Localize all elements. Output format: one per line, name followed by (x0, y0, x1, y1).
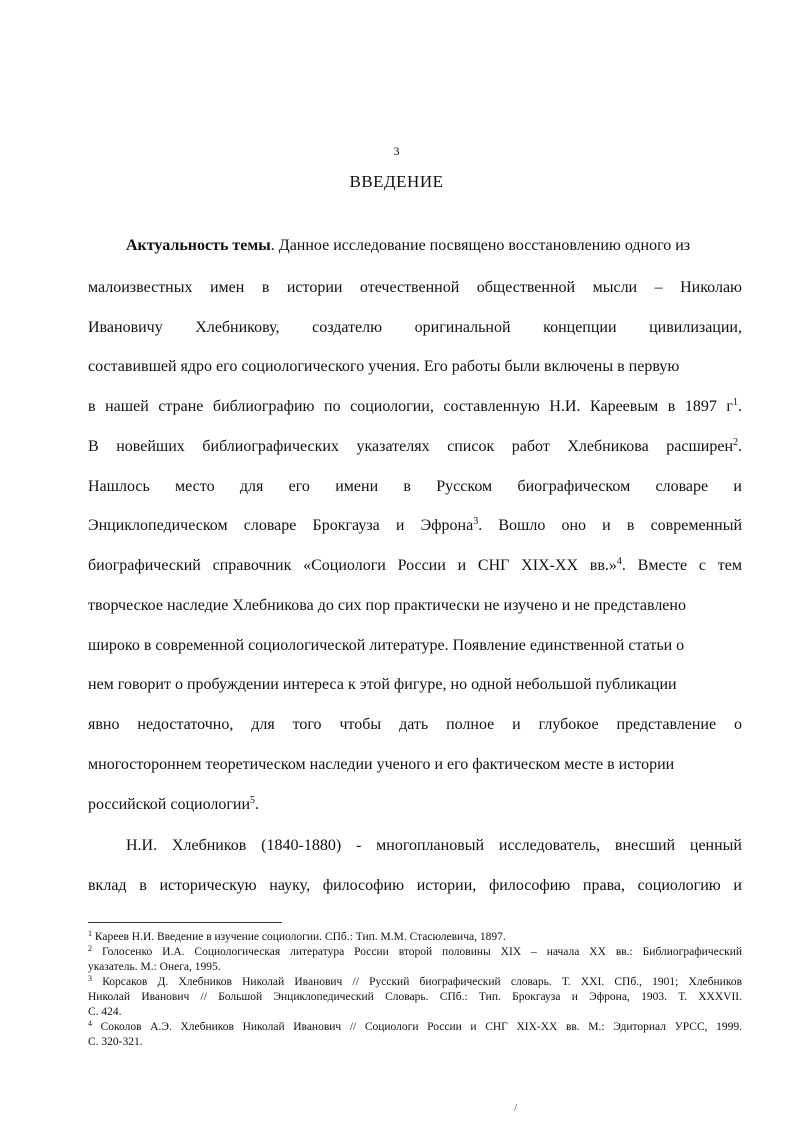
section-title: ВВЕДЕНИЕ (349, 172, 444, 191)
paragraph-line (88, 397, 742, 419)
paragraph-line: Н.И. Хлебников (1840-1880) - многоплановый исследователь, внесший ценный (126, 837, 742, 854)
footnote-number: 3 (88, 975, 92, 983)
line-text: . Данное исследование посвящено восстановлению одного из (270, 237, 691, 254)
footnote-number: 1 (88, 930, 92, 938)
paragraph-line: творческое наследие Хлебникова до сих пор практически не изучено и не представлено (88, 597, 686, 614)
paragraph-line: многостороннем теоретическом наследии ученого и его фактическом месте в истории (88, 756, 675, 773)
line-text: в нашей стране библиографию по социологии, составленную Н.И. Кареевым в 1897 г (88, 398, 733, 415)
footnote-ref: 1 (733, 397, 738, 408)
line-text: . Вместе с тем (621, 557, 742, 574)
line-text: . Вошло оно и в современный (478, 517, 742, 534)
footnote-2-cont: указатель. М.: Онега, 1995. (88, 961, 221, 973)
footnote-3 (88, 975, 742, 990)
paragraph-line (88, 795, 742, 817)
paragraph-line (88, 516, 742, 538)
paragraph-line (88, 437, 742, 459)
paragraph-line (88, 556, 742, 578)
footnote-number: 4 (88, 1020, 92, 1028)
footnote-text: Голосенко И.А. Социологическая литература России второй половины XIX – начала XX вв.: Библиографический (101, 946, 742, 958)
footnote-number: 2 (88, 945, 92, 953)
scan-mark: / (514, 1102, 518, 1114)
footnote-2 (88, 945, 742, 960)
line-text: . (255, 796, 260, 813)
footnote-text: Соколов А.Э. Хлебников Николай Иванович // Социологи России и СНГ XIX-XX вв. М.: Эдиториал УРСС, 1999. (100, 1021, 742, 1033)
relevance-heading: Актуальность темы (126, 237, 271, 254)
footnote-4 (88, 1020, 742, 1035)
footnote-ref: 3 (473, 516, 479, 527)
paragraph-line: Нашлось место для его имени в Русском биографическом словаре и (88, 478, 742, 495)
line-text: российской социологии (88, 796, 251, 813)
paragraph-line: явно недостаточно, для того чтобы дать полное и глубокое представление о (88, 716, 742, 733)
footnote-4-cont: С. 320-321. (88, 1036, 143, 1048)
page-number: 3 (393, 144, 400, 158)
footnote-divider (88, 922, 282, 923)
footnote-1 (88, 930, 742, 945)
paragraph-line: составившей ядро его социологического учения. Его работы были включены в первую (88, 358, 680, 375)
footnote-text: Кареев Н.И. Введение в изучение социологии. СПб.: Тип. М.М. Стасюлевича, 1897. (94, 931, 506, 943)
paragraph-line: Ивановичу Хлебникову, создателю оригинальной концепции цивилизации, (88, 319, 742, 336)
footnote-3-cont: С. 424. (88, 1006, 122, 1018)
footnote-text: Корсаков Д. Хлебников Николай Иванович // Русский биографический словарь. Т. XXI. СПб., 1901; Хлебников (102, 976, 742, 988)
paragraph-line: вклад в историческую науку, философию истории, философию права, социологию и (88, 877, 742, 894)
footnote-3-cont: Николай Иванович // Большой Энциклопедический Словарь. СПб.: Тип. Брокгауза и Эфрона, 1903. Т. XXXVII. (88, 991, 742, 1003)
line-text: . (738, 398, 742, 415)
line-text: биографический справочник «Социологи России и СНГ XIX-XX вв.» (88, 557, 617, 574)
paragraph-line: широко в современной социологической литературе. Появление единственной статьи о (88, 637, 685, 654)
paragraph-line (126, 236, 742, 258)
footnote-ref: 5 (250, 795, 256, 806)
footnote-ref: 2 (733, 437, 738, 448)
line-text: Энциклопедическом словаре Брокгауза и Эфрона (88, 517, 474, 534)
paragraph-line: нем говорит о пробуждении интереса к этой фигуре, но одной небольшой публикации (88, 676, 677, 693)
line-text: . (738, 438, 742, 455)
paragraph-line: малоизвестных имен в истории отечественной общественной мысли – Николаю (88, 279, 742, 296)
footnote-ref: 4 (616, 556, 622, 567)
line-text: В новейших библиографических указателях список работ Хлебникова расширен (88, 438, 733, 455)
